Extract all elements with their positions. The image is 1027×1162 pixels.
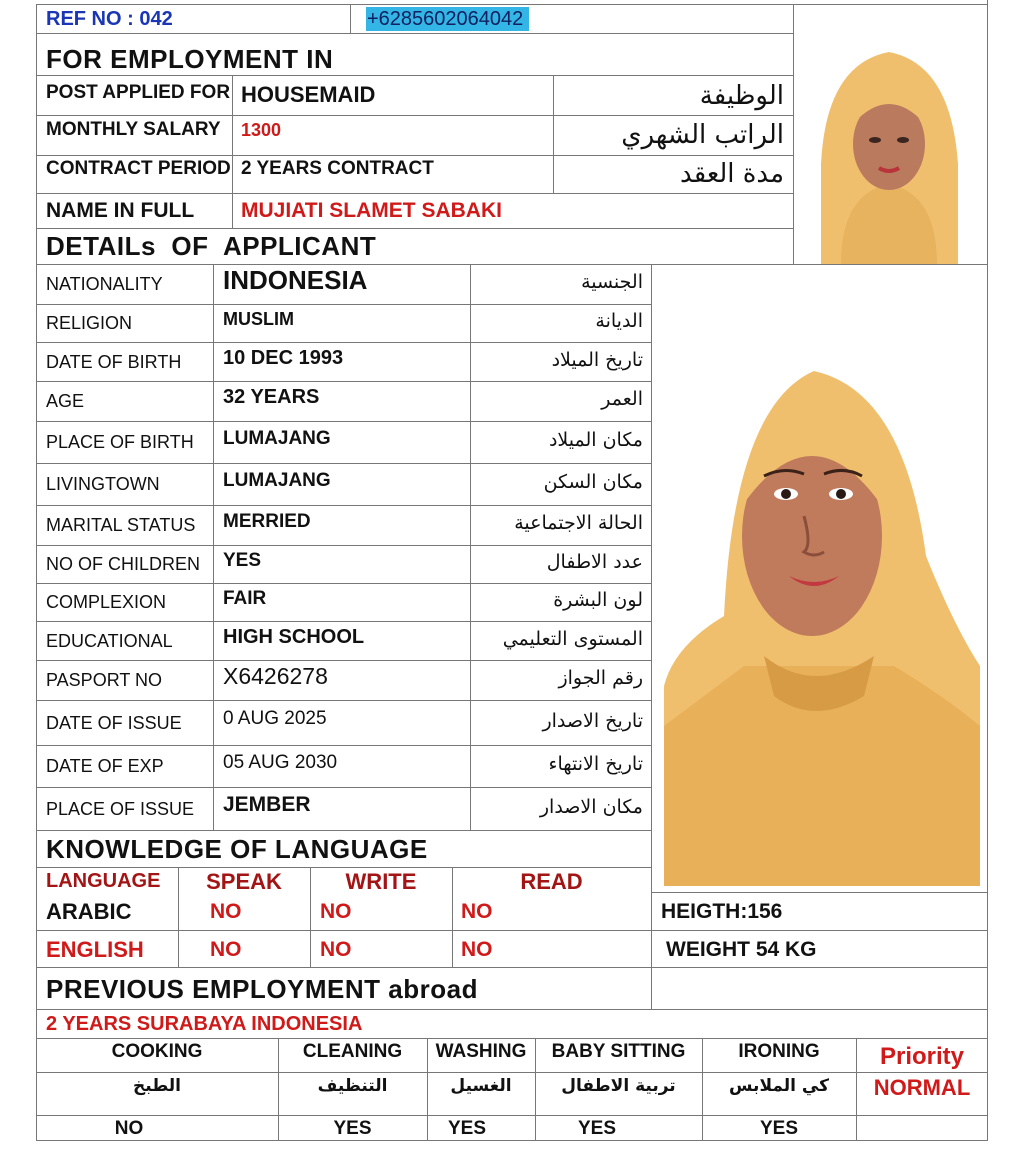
detail-arabic-label: مكان الميلاد <box>548 429 643 451</box>
detail-label: PLACE OF BIRTH <box>46 432 194 452</box>
weight-value: WEIGHT 54 KG <box>666 938 817 961</box>
previous-employment-value: 2 YEARS SURABAYA INDONESIA <box>46 1013 363 1035</box>
detail-arabic-label: الجنسية <box>581 271 643 293</box>
detail-value: X6426278 <box>223 663 328 689</box>
detail-arabic-label: تاريخ الانتهاء <box>548 753 643 775</box>
monthly-salary-value: 1300 <box>241 120 282 140</box>
post-applied-arabic: الوظيفة <box>699 81 784 111</box>
skill-header-washing: WASHING <box>435 1041 527 1062</box>
detail-arabic-label: العمر <box>601 388 643 410</box>
priority-value: NORMAL <box>873 1075 971 1100</box>
skill-arabic-washing: الغسيل <box>450 1076 512 1096</box>
skill-value-washing: YES <box>447 1118 487 1139</box>
detail-arabic-label: المستوى التعليمي <box>502 628 643 650</box>
detail-arabic-label: عدد الاطفال <box>546 551 643 573</box>
language-header-read: READ <box>520 869 583 894</box>
detail-value: HIGH SCHOOL <box>223 626 365 648</box>
applicant-photo-large <box>664 366 980 886</box>
detail-label: DATE OF EXP <box>46 756 164 776</box>
detail-label: MARITAL STATUS <box>46 515 196 535</box>
detail-label: AGE <box>46 391 85 411</box>
detail-label: PLACE OF ISSUE <box>46 799 195 819</box>
detail-label: NO OF CHILDREN <box>46 554 201 574</box>
language-arabic-read: NO <box>461 900 493 923</box>
language-arabic-speak: NO <box>210 900 242 923</box>
skill-arabic-baby-sitting: تربية الاطفال <box>561 1076 676 1096</box>
section-title-details: DETAILs OF APPLICANT <box>46 231 377 261</box>
contract-period-value: 2 YEARS CONTRACT <box>241 158 434 179</box>
detail-arabic-label: رقم الجواز <box>558 667 643 689</box>
phone-number[interactable]: +6285602064042 <box>366 7 529 31</box>
language-arabic-name: ARABIC <box>46 899 132 924</box>
detail-value: 0 AUG 2025 <box>223 708 327 729</box>
language-header-language: LANGUAGE <box>46 870 161 892</box>
detail-label: NATIONALITY <box>46 274 163 294</box>
detail-label: DATE OF BIRTH <box>46 352 182 372</box>
language-header-speak: SPEAK <box>206 869 282 894</box>
ref-number: REF NO : 042 <box>46 8 173 30</box>
section-title-employment: FOR EMPLOYMENT IN <box>46 44 334 74</box>
full-name-value: MUJIATI SLAMET SABAKI <box>241 199 502 222</box>
priority-label: Priority <box>879 1043 965 1070</box>
skill-value-cleaning: YES <box>333 1118 372 1139</box>
language-english-name: ENGLISH <box>46 937 144 962</box>
detail-label: PASPORT NO <box>46 670 163 690</box>
detail-arabic-label: تاريخ الاصدار <box>542 710 643 732</box>
section-title-language: KNOWLEDGE OF LANGUAGE <box>46 834 428 864</box>
detail-arabic-label: مكان الاصدار <box>539 796 643 818</box>
skill-value-baby-sitting: YES <box>577 1118 617 1139</box>
skill-value-ironing: YES <box>759 1118 799 1139</box>
full-name-label: NAME IN FULL <box>46 199 195 222</box>
detail-label: EDUCATIONAL <box>46 631 173 651</box>
detail-value: LUMAJANG <box>223 428 331 449</box>
detail-value: YES <box>223 550 262 571</box>
skill-arabic-cleaning: التنظيف <box>317 1076 388 1096</box>
contract-period-label: CONTRACT PERIOD <box>46 158 231 179</box>
detail-arabic-label: تاريخ الميلاد <box>551 349 643 371</box>
detail-value: 10 DEC 1993 <box>223 347 344 369</box>
detail-label: RELIGION <box>46 313 133 333</box>
detail-value: INDONESIA <box>223 265 368 295</box>
detail-arabic-label: لون البشرة <box>553 589 643 611</box>
detail-label: COMPLEXION <box>46 592 167 612</box>
detail-value: FAIR <box>223 588 267 609</box>
language-header-write: WRITE <box>345 869 417 894</box>
skill-header-ironing: IRONING <box>738 1041 820 1062</box>
detail-value: MUSLIM <box>223 309 294 329</box>
skill-value-cooking: NO <box>114 1118 144 1139</box>
language-english-read: NO <box>461 938 493 961</box>
detail-value: 32 YEARS <box>223 386 320 408</box>
post-applied-value: HOUSEMAID <box>241 82 376 107</box>
detail-label: DATE OF ISSUE <box>46 713 182 733</box>
applicant-photo-small <box>801 44 978 264</box>
language-english-speak: NO <box>210 938 242 961</box>
detail-value: JEMBER <box>223 793 311 816</box>
language-arabic-write: NO <box>320 900 352 923</box>
detail-value: LUMAJANG <box>223 470 331 491</box>
detail-arabic-label: الديانة <box>595 310 643 332</box>
height-value: HEIGTH:156 <box>661 900 783 923</box>
monthly-salary-arabic: الراتب الشهري <box>621 120 784 150</box>
post-applied-label: POST APPLIED FOR <box>46 82 231 103</box>
detail-label: LIVINGTOWN <box>46 474 160 494</box>
detail-arabic-label: الحالة الاجتماعية <box>514 512 643 534</box>
detail-value: MERRIED <box>223 511 311 532</box>
contract-period-arabic: مدة العقد <box>680 159 784 189</box>
skill-arabic-cooking: الطبخ <box>133 1076 181 1096</box>
skill-header-baby-sitting: BABY SITTING <box>551 1041 686 1062</box>
section-title-previous-employment: PREVIOUS EMPLOYMENT abroad <box>46 974 478 1004</box>
monthly-salary-label: MONTHLY SALARY <box>46 119 221 140</box>
language-english-write: NO <box>320 938 352 961</box>
skill-header-cooking: COOKING <box>111 1041 203 1062</box>
skill-header-cleaning: CLEANING <box>302 1041 403 1062</box>
detail-value: 05 AUG 2030 <box>223 752 338 773</box>
detail-arabic-label: مكان السكن <box>543 471 643 493</box>
skill-arabic-ironing: كي الملابس <box>729 1076 829 1096</box>
